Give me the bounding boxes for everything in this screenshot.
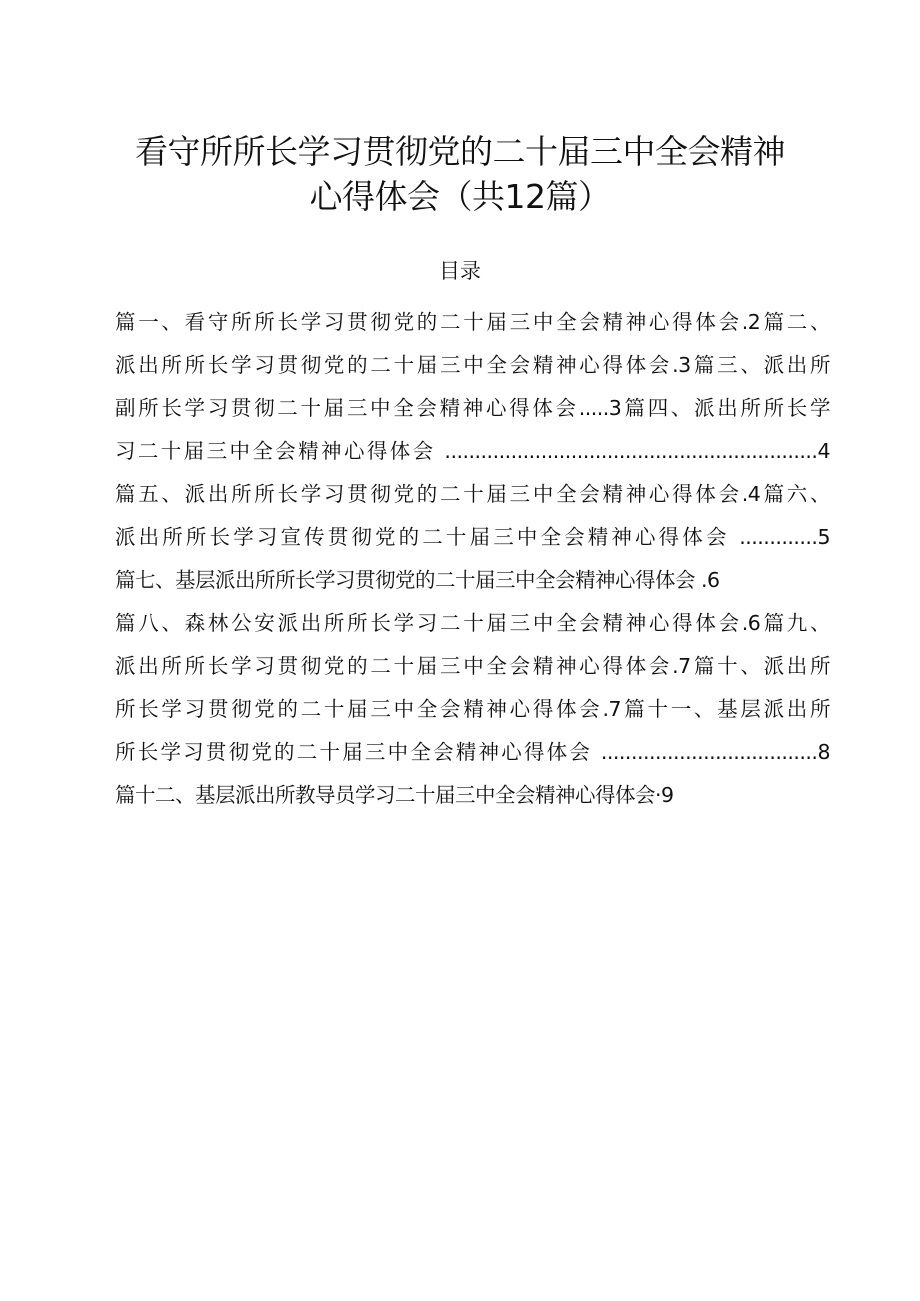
toc-line[interactable]: 所长学习贯彻党的二十届三中全会精神心得体会.7篇十一、基层派出所 [115, 697, 830, 721]
toc-line[interactable]: 派出所所长学习贯彻党的二十届三中全会精神心得体会.3篇三、派出所 [115, 353, 830, 377]
toc-line[interactable]: 派出所所长学习贯彻党的二十届三中全会精神心得体会.7篇十、派出所 [115, 654, 830, 678]
toc-line[interactable]: 篇五、派出所所长学习贯彻党的二十届三中全会精神心得体会.4篇六、 [115, 482, 830, 506]
toc-line[interactable]: 所长学习贯彻党的二十届三中全会精神心得体会 ....................................8 [115, 740, 830, 764]
toc-heading: 目录 [439, 259, 481, 283]
toc-line[interactable]: 习二十届三中全会精神心得体会 ..............................................................4 [115, 439, 830, 463]
toc-line[interactable]: 篇一、看守所所长学习贯彻党的二十届三中全会精神心得体会.2篇二、 [115, 310, 830, 334]
toc-line[interactable]: 篇八、森林公安派出所所长学习二十届三中全会精神心得体会.6篇九、 [115, 611, 830, 635]
toc-line[interactable]: 副所长学习贯彻二十届三中全会精神心得体会.....3篇四、派出所所长学 [115, 396, 830, 420]
toc-line[interactable]: 派出所所长学习宣传贯彻党的二十届三中全会精神心得体会 .............5 [115, 525, 830, 549]
toc-line[interactable]: 篇七、基层派出所所长学习贯彻党的二十届三中全会精神心得体会 .6 [115, 568, 720, 592]
toc-line[interactable]: 篇十二、基层派出所教导员学习二十届三中全会精神心得体会·9 [115, 783, 674, 807]
document-title-line-1: 看守所所长学习贯彻党的二十届三中全会精神 [135, 132, 785, 171]
document-title-line-2: 心得体会（共12篇） [309, 177, 611, 216]
